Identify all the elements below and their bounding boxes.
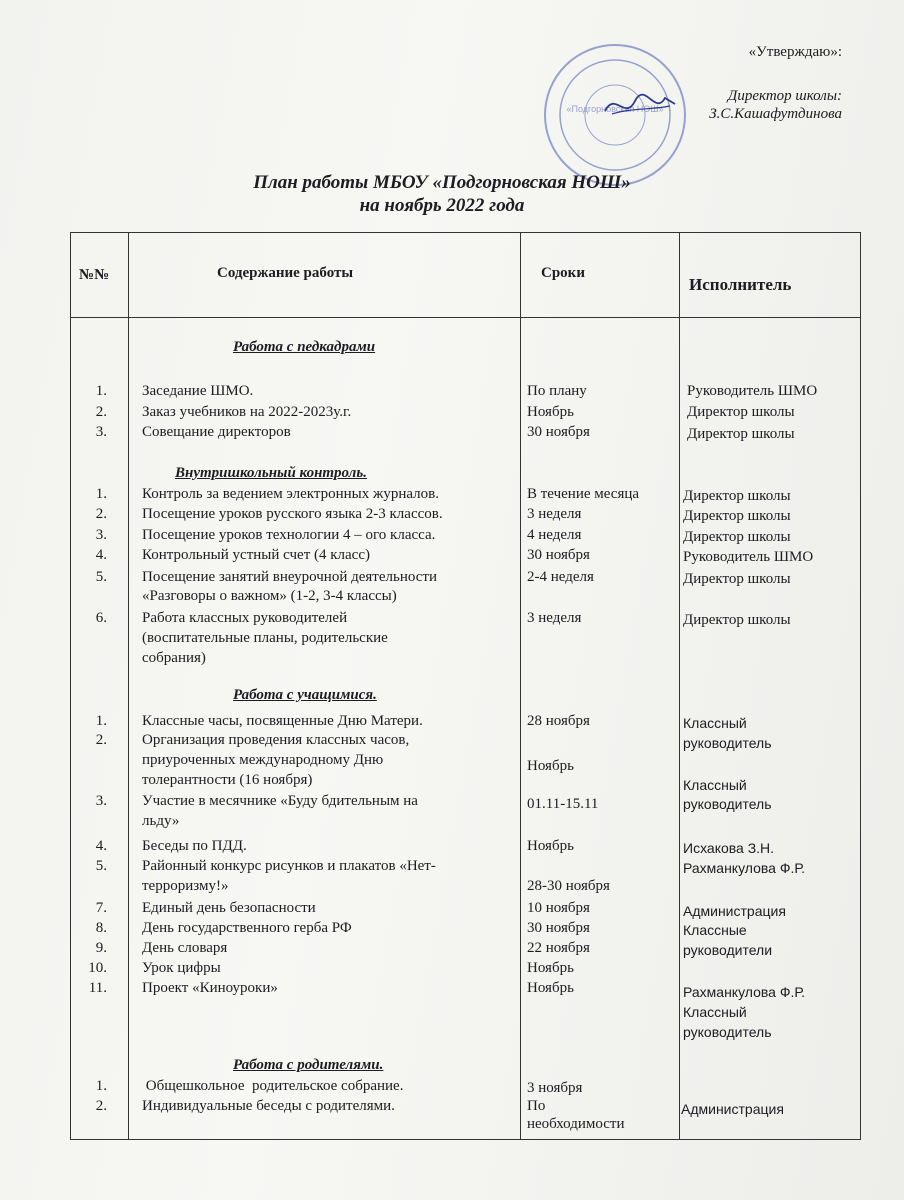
row-number: 11. (88, 980, 107, 996)
director-signature (600, 86, 680, 126)
row-content: Заказ учебников на 2022-2023у.г. (142, 404, 352, 420)
row-content: День словаря (142, 940, 228, 956)
row-executor: Директор школы (683, 529, 791, 545)
row-number: 3. (95, 424, 107, 440)
row-executor: Администрация (681, 1101, 784, 1117)
row-date: Ноябрь (527, 758, 574, 774)
row-content: «Разговоры о важном» (1-2, 3-4 классы) (142, 588, 397, 604)
section-title-control: Внутришкольный контроль. (175, 465, 367, 481)
row-content: терроризму!» (142, 878, 229, 894)
row-number: 4. (95, 547, 107, 563)
row-content: Классные часы, посвященные Дню Матери. (142, 713, 423, 729)
row-date: 30 ноября (527, 547, 590, 563)
row-date: По (527, 1098, 546, 1114)
row-executor: Классный (683, 1004, 747, 1020)
row-date: В течение месяца (527, 486, 640, 502)
row-executor: руководитель (683, 735, 772, 751)
header-executor: Исполнитель (689, 275, 792, 294)
header-dates: Сроки (541, 265, 585, 281)
row-date: 10 ноября (527, 900, 590, 916)
row-number: 1. (95, 486, 107, 502)
header-num: №№ (79, 267, 110, 283)
column-divider (520, 233, 521, 1139)
row-content: Посещение уроков русского языка 2-3 классов. (142, 506, 443, 522)
row-executor: Директор школы (687, 426, 795, 442)
row-number: 4. (95, 838, 107, 854)
row-content: Районный конкурс рисунков и плакатов «Нет- (142, 858, 436, 874)
row-date: необходимости (527, 1116, 625, 1132)
row-date: 30 ноября (527, 424, 590, 440)
row-content: Проект «Киноуроки» (142, 980, 278, 996)
row-content: Общешкольное родительское собрание. (142, 1078, 404, 1094)
row-executor: руководители (683, 942, 773, 958)
row-number: 1. (95, 713, 107, 729)
row-number: 2. (95, 404, 107, 420)
row-number: 7. (95, 900, 107, 916)
row-content: Контрольный устный счет (4 класс) (142, 547, 370, 563)
row-date: 30 ноября (527, 920, 590, 936)
row-date: 3 ноября (527, 1080, 583, 1096)
row-executor: Директор школы (683, 612, 791, 628)
row-executor: Исхакова З.Н. (683, 840, 775, 856)
row-number: 9. (95, 940, 107, 956)
row-executor: Рахманкулова Ф.Р. (683, 860, 805, 876)
row-date: Ноябрь (527, 960, 574, 976)
row-number: 3. (95, 527, 107, 543)
row-number: 2. (95, 732, 107, 748)
row-content: Организация проведения классных часов, (142, 732, 410, 748)
row-content: собрания) (142, 650, 206, 666)
column-divider (679, 233, 680, 1139)
row-content: Посещение уроков технологии 4 – ого класса. (142, 527, 436, 543)
header-divider (71, 317, 860, 318)
row-number: 5. (95, 569, 107, 585)
row-number: 2. (95, 1098, 107, 1114)
column-divider (128, 233, 129, 1139)
row-number: 8. (95, 920, 107, 936)
row-number: 10. (88, 960, 107, 976)
row-date: 28-30 ноября (527, 878, 610, 894)
row-date: 01.11-15.11 (527, 796, 599, 812)
section-title-staff: Работа с педкадрами (233, 339, 376, 355)
row-executor: руководитель (683, 1024, 772, 1040)
row-date: Ноябрь (527, 404, 574, 420)
row-content: Контроль за ведением электронных журналов. (142, 486, 439, 502)
row-executor: Рахманкулова Ф.Р. (683, 984, 805, 1000)
plan-table (70, 232, 861, 1140)
row-date: Ноябрь (527, 838, 574, 854)
row-executor: Директор школы (687, 404, 795, 420)
row-executor: руководитель (683, 796, 772, 812)
row-content: приуроченных международному Дню (142, 752, 384, 768)
row-executor: Директор школы (683, 508, 791, 524)
approval-position: Директор школы: (727, 88, 842, 104)
row-content: Урок цифры (142, 960, 221, 976)
row-content: (воспитательные планы, родительские (142, 630, 388, 646)
approval-name: З.С.Кашафутдинова (709, 106, 842, 122)
row-executor: Классный (683, 777, 747, 793)
row-number: 2. (95, 506, 107, 522)
row-executor: Классный (683, 715, 747, 731)
stamp-text: «Подгорновская НОШ» (566, 104, 664, 114)
row-executor: Директор школы (683, 571, 791, 587)
row-content: льду» (142, 813, 180, 829)
row-number: 1. (95, 383, 107, 399)
row-content: Участие в месячнике «Буду бдительным на (142, 793, 418, 809)
row-date: 4 неделя (527, 527, 582, 543)
row-executor: Администрация (683, 903, 786, 919)
row-executor: Директор школы (683, 488, 791, 504)
document-title: План работы МБОУ «Подгорновская НОШ» (253, 172, 631, 193)
row-content: Заседание ШМО. (142, 383, 254, 399)
row-date: 3 неделя (527, 610, 582, 626)
row-content: Посещение занятий внеурочной деятельности (142, 569, 437, 585)
section-title-students: Работа с учащимися. (233, 687, 377, 703)
row-executor: Классные (683, 922, 747, 938)
row-number: 5. (95, 858, 107, 874)
row-number: 1. (95, 1078, 107, 1094)
row-date: 22 ноября (527, 940, 590, 956)
row-number: 3. (95, 793, 107, 809)
row-date: 28 ноября (527, 713, 590, 729)
document-subtitle: на ноябрь 2022 года (359, 195, 525, 216)
row-content: Работа классных руководителей (142, 610, 348, 626)
header-content: Содержание работы (217, 265, 354, 281)
row-executor: Руководитель ШМО (687, 383, 818, 399)
row-content: Индивидуальные беседы с родителями. (142, 1098, 395, 1114)
row-date: По плану (527, 383, 587, 399)
section-title-parents: Работа с родителями. (233, 1057, 384, 1073)
row-date: 2-4 неделя (527, 569, 594, 585)
row-content: Единый день безопасности (142, 900, 316, 916)
row-content: толерантности (16 ноября) (142, 772, 313, 788)
row-content: День государственного герба РФ (142, 920, 352, 936)
row-number: 6. (95, 610, 107, 626)
row-content: Совещание директоров (142, 424, 291, 440)
row-date: 3 неделя (527, 506, 582, 522)
approval-title: «Утверждаю»: (748, 44, 842, 60)
row-content: Беседы по ПДД. (142, 838, 247, 854)
row-executor: Руководитель ШМО (683, 549, 814, 565)
row-date: Ноябрь (527, 980, 574, 996)
